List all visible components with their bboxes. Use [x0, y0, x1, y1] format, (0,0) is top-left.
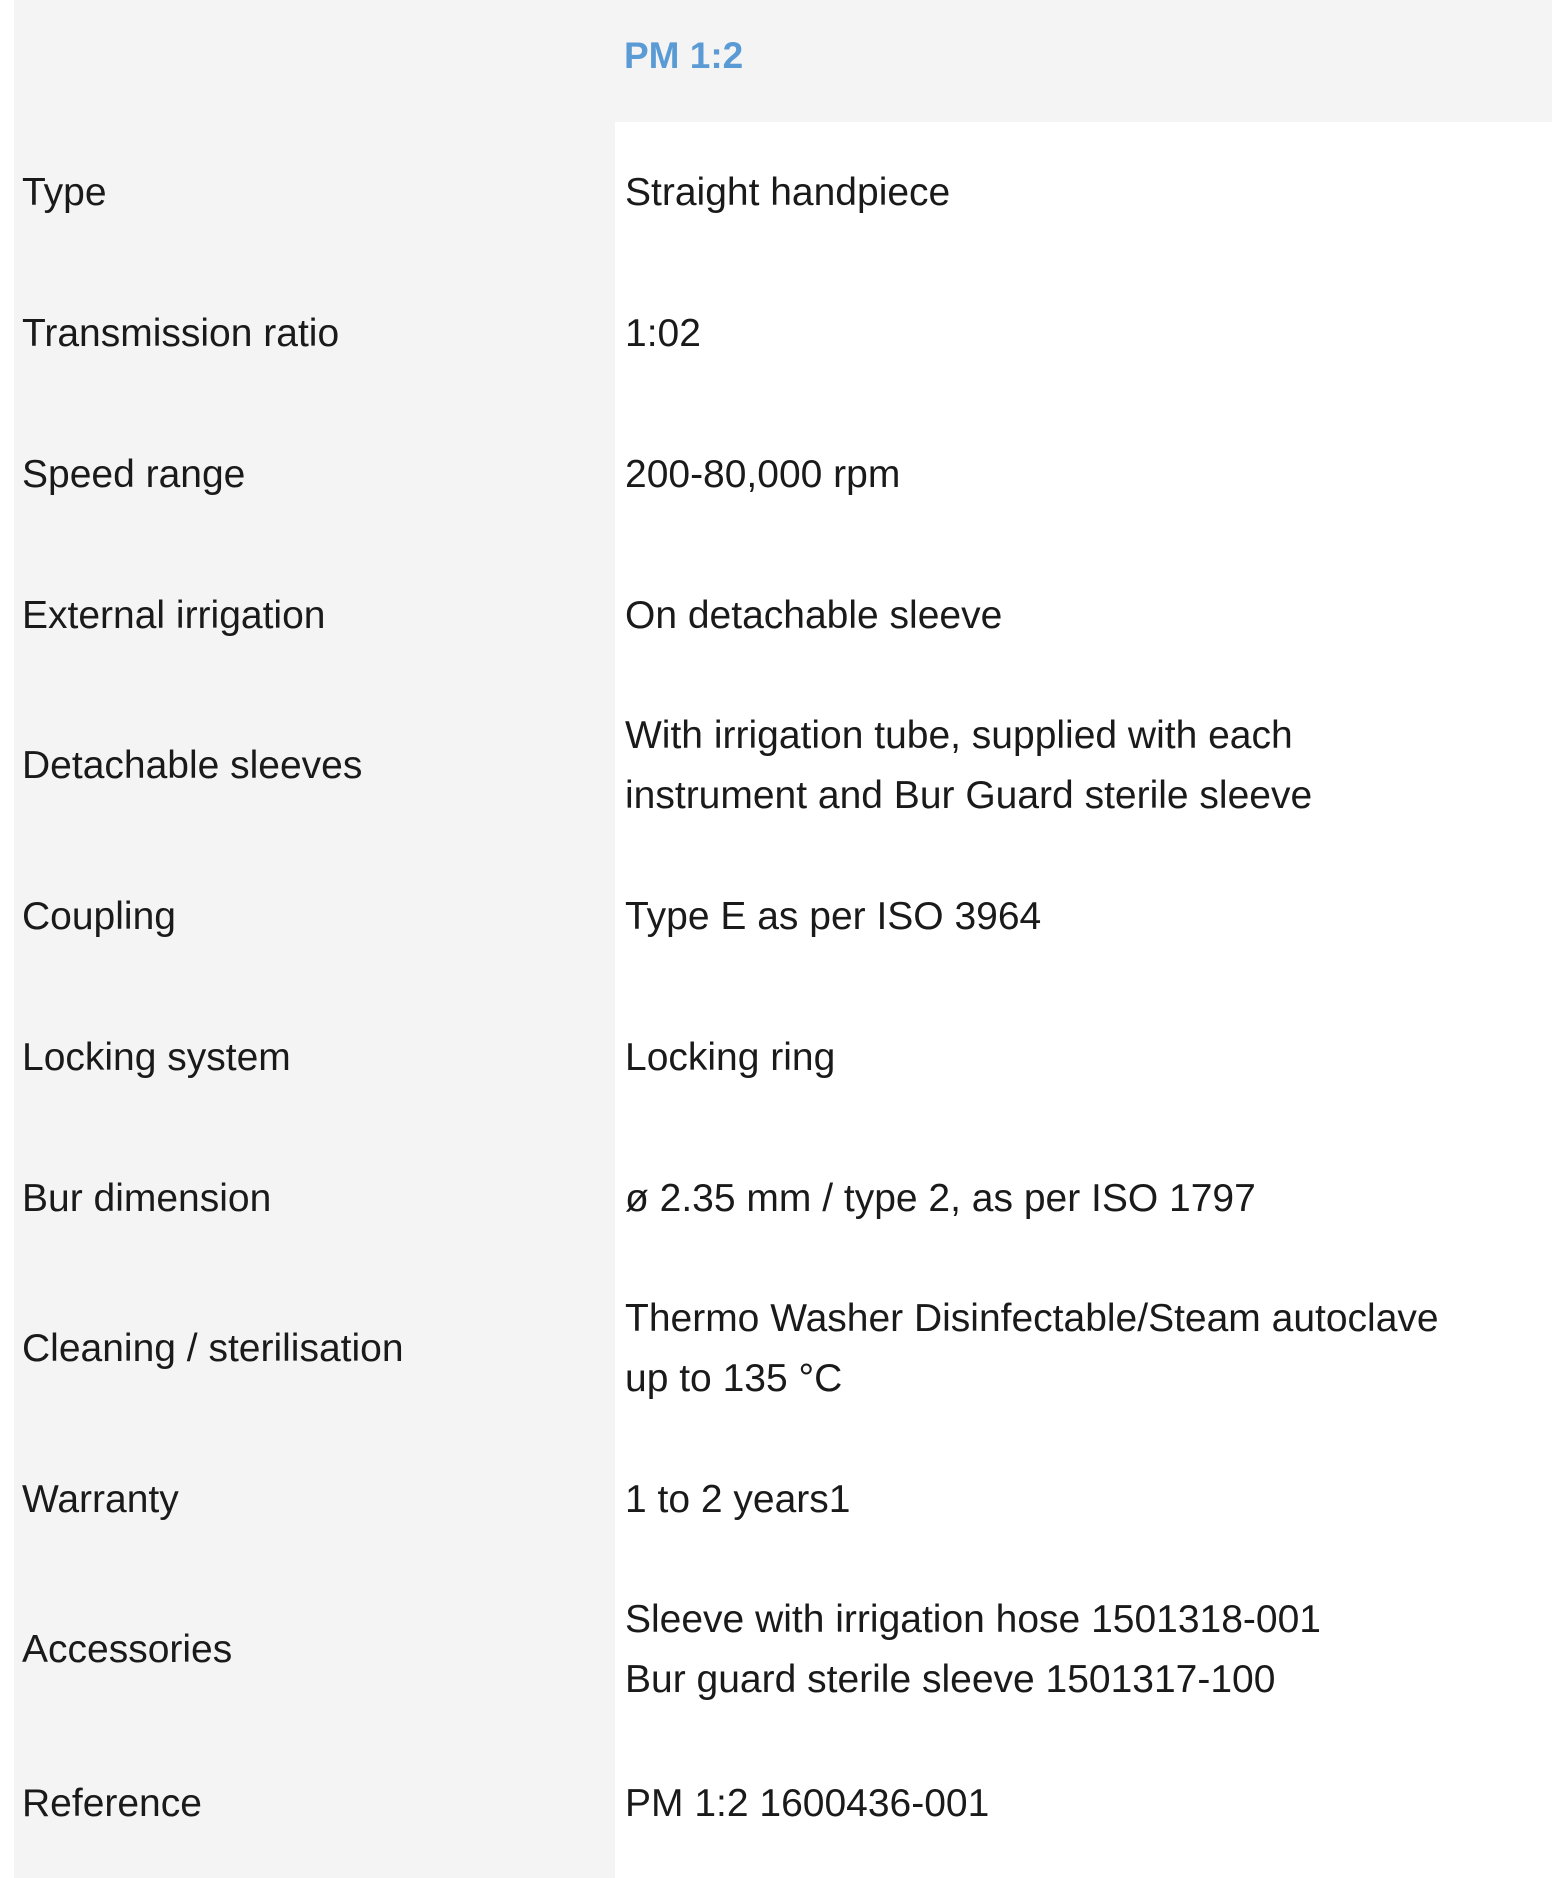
row-value [615, 1730, 1552, 1878]
row-label: Locking system [14, 987, 615, 1128]
row-value [615, 263, 1552, 404]
row-value [615, 1570, 1552, 1730]
row-value [615, 1269, 1552, 1429]
row-label: Type [14, 122, 615, 263]
row-label: Transmission ratio [14, 263, 615, 404]
row-label: Bur dimension [14, 1128, 615, 1269]
row-value [615, 987, 1552, 1128]
row-value-line: 1:02 [625, 311, 701, 355]
row-value [615, 122, 1552, 263]
row-value-line: Thermo Washer Disinfectable/Steam autoclave [625, 1297, 1439, 1340]
table-row [14, 1730, 1552, 1878]
product-title: PM 1:2 [624, 35, 744, 76]
row-value-line: With irrigation tube, supplied with each [625, 714, 1293, 757]
row-value-line: up to 135 °C [625, 1357, 843, 1400]
row-value [615, 545, 1552, 686]
row-value [615, 404, 1552, 545]
table-row [14, 1269, 1552, 1429]
table-row [14, 987, 1552, 1128]
row-value [615, 1128, 1552, 1269]
row-label: External irrigation [14, 545, 615, 686]
table-row [14, 1429, 1552, 1570]
row-value [615, 1429, 1552, 1570]
row-value-line: 200-80,000 rpm [625, 452, 901, 496]
row-label: Reference [14, 1730, 615, 1878]
table-row [14, 846, 1552, 987]
table-row [14, 686, 1552, 846]
row-value-line: PM 1:2 1600436-001 [625, 1782, 990, 1825]
row-label: Speed range [14, 404, 615, 545]
table-row [14, 263, 1552, 404]
row-value-line: ø 2.35 mm / type 2, as per ISO 1797 [625, 1176, 1256, 1220]
table-row [14, 122, 1552, 263]
row-label: Detachable sleeves [14, 686, 615, 846]
table-row [14, 545, 1552, 686]
spec-table [14, 0, 1552, 1878]
row-value-line: Locking ring [625, 1035, 836, 1079]
header-empty-cell [14, 0, 615, 122]
row-label: Accessories [14, 1570, 615, 1730]
row-value-line: Straight handpiece [625, 170, 951, 214]
row-value [615, 686, 1552, 846]
table-row [14, 1128, 1552, 1269]
row-value-line: Bur guard sterile sleeve 1501317-100 [625, 1658, 1276, 1701]
table-row [14, 1570, 1552, 1730]
row-label: Cleaning / sterilisation [14, 1269, 615, 1429]
table-header-row [14, 0, 1552, 122]
row-value-line: Type E as per ISO 3964 [625, 894, 1042, 938]
header-title-cell [615, 0, 1552, 122]
row-label: Coupling [14, 846, 615, 987]
row-value-line: On detachable sleeve [625, 593, 1003, 637]
row-value-line: Sleeve with irrigation hose 1501318-001 [625, 1598, 1321, 1641]
row-value [615, 846, 1552, 987]
row-value-line: 1 to 2 years1 [625, 1477, 851, 1521]
row-value-line: instrument and Bur Guard sterile sleeve [625, 774, 1313, 817]
table-row [14, 404, 1552, 545]
row-label: Warranty [14, 1429, 615, 1570]
